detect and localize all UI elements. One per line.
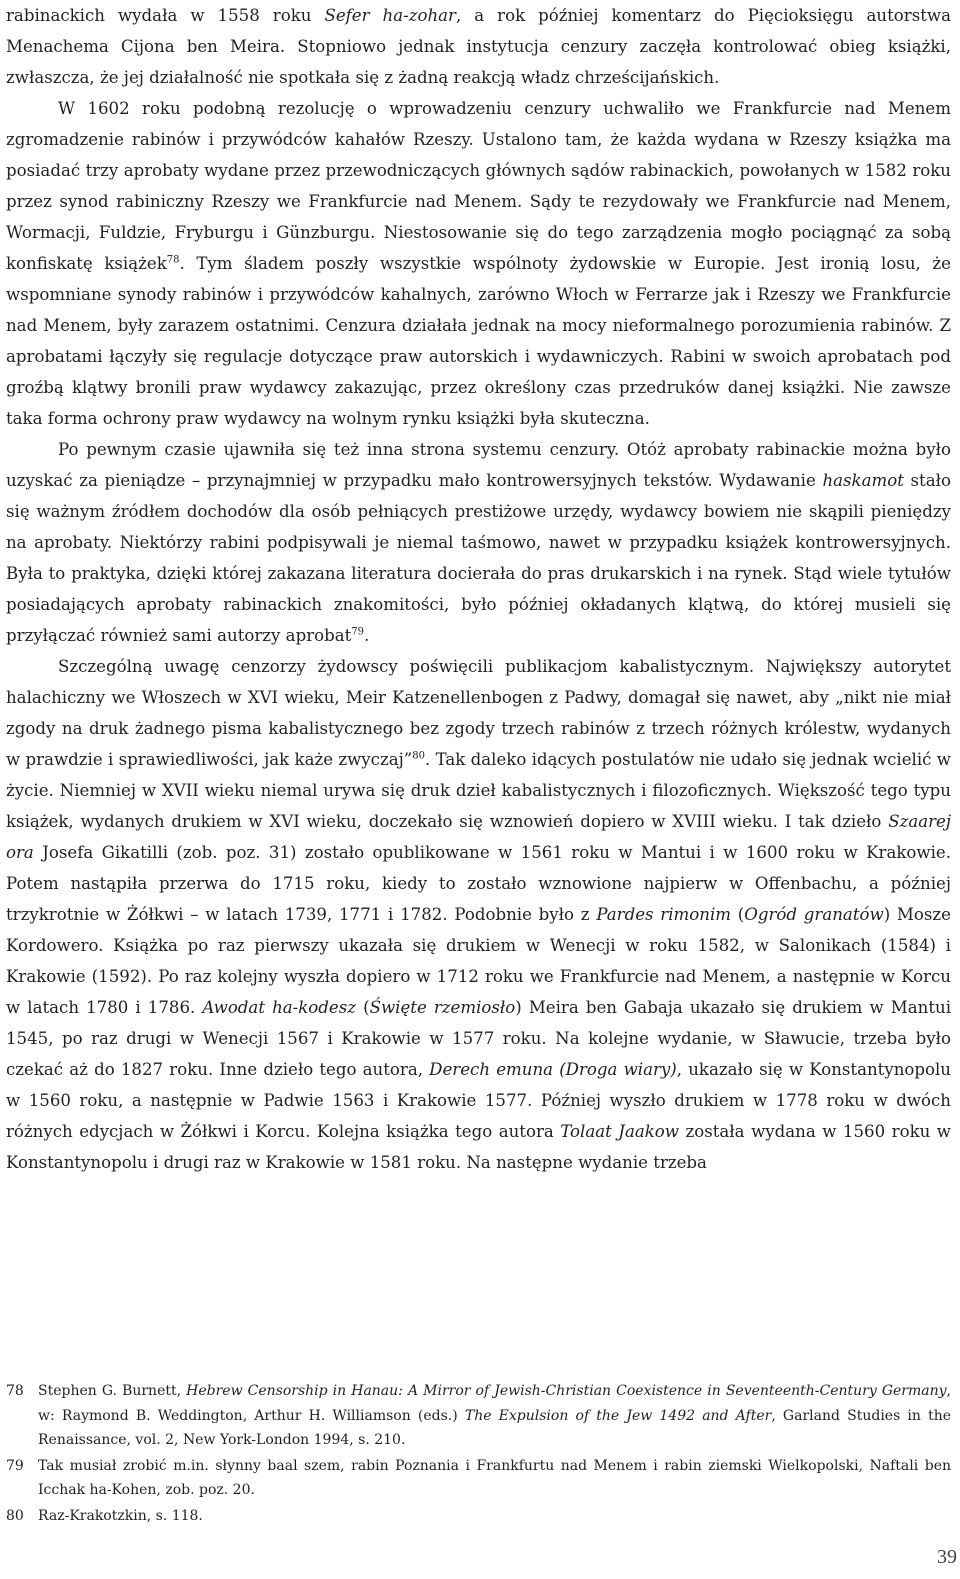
text-run: . bbox=[364, 626, 370, 645]
footnote-text bbox=[38, 1454, 951, 1503]
text-run: Raz-Krakotzkin, s. 118. bbox=[38, 1507, 203, 1524]
text-run: , w: Raymond B. Weddington, Arthur H. Williamson (eds.) bbox=[38, 1383, 951, 1424]
document-page bbox=[6, 0, 952, 1524]
footnotes bbox=[6, 1379, 951, 1529]
italic-text: Awodat ha-kodesz bbox=[202, 998, 357, 1017]
text-run: Tak musiał zrobić m.in. słynny baal szem, rabin Poznania i Frankfurtu nad Menem i rabin ziemski Wielkopolski, Naftali ben Icchak ha-Kohen, zob. poz. 20. bbox=[38, 1457, 951, 1498]
footnote-text bbox=[38, 1379, 951, 1453]
paragraph-4 bbox=[6, 651, 951, 1178]
text-run: Stephen G. Burnett, bbox=[38, 1383, 187, 1399]
text-run: , ukazało się w Konstantynopolu w 1560 roku, a następnie w Padwie 1563 i Krakowie 1577. Później wyszło drukiem w 1778 roku w dwóch różnych edycjach w Żółkwi i Korcu. Kolejna książka tego autora bbox=[6, 1060, 951, 1141]
italic-text: haskamot bbox=[822, 471, 904, 490]
footnote-ref: 79 bbox=[351, 626, 365, 638]
text-run: Po pewnym czasie ujawniła się też inna strona systemu cenzury. Otóż aprobaty rabinackie można było uzyskać za pieniądze – przynajmniej w przypadku mało kontrowersyjnych tekstów. Wydawanie bbox=[6, 440, 951, 490]
text-run: ( bbox=[356, 998, 370, 1017]
footnote-text bbox=[38, 1504, 951, 1529]
italic-text: Ogród granatów bbox=[744, 905, 884, 924]
footnote-number: 80 bbox=[6, 1507, 24, 1524]
footnote bbox=[6, 1454, 951, 1503]
text-run: ( bbox=[731, 905, 745, 924]
text-run: ) Mosze Kordowero. Książka po raz pierwszy ukazała się drukiem w Wenecji w roku 1582, w Salonikach (1584) i Krakowie (1592). Po raz kolejny wyszła dopiero w 1712 roku we Frankfurcie nad Menem, a następnie w Korcu w latach 1780 i 1786. bbox=[6, 905, 951, 1017]
footnote-ref: 80 bbox=[412, 750, 425, 762]
text-run: stało się ważnym źródłem dochodów dla osób pełniących prestiżowe urzędy, wydawcy bowiem nie skąpili pieniędzy na aprobaty. Niektórzy rabini podpisywali je niemal taśmowo, nawet w przypadku książek kontrowersyjnych. Była to praktyka, dzięki której zakazana literatura docierała do pras drukarskich i na rynek. Stąd wiele tytułów posiadających aprobaty rabinackich znakomitości, było później okładanych klątwą, do której musieli się przyłączać również sami autorzy aprobat bbox=[6, 471, 951, 645]
italic-text: The Expulsion of the Jew 1492 and After bbox=[464, 1407, 772, 1424]
text-run: , Garland Studies in the Renaissance, vol. 2, New York-London 1994, s. 210. bbox=[38, 1407, 952, 1448]
text-run: Szczególną uwagę cenzorzy żydowscy poświęcili publikacjom kabalistycznym. Największy autorytet halachiczny we Włoszech w XVI wieku, Meir Katzenellenbogen z Padwy, domagał się nawet, aby „nikt nie miał zgody na druk żadnego pisma kabalistycznego bez zgody trzech rabinów z trzech różnych królestw, wydanych w prawdzie i sprawiedliwości, jak każe zwyczaj” bbox=[6, 657, 951, 769]
text-run: W 1602 roku podobną rezolucję o wprowadzeniu cenzury uchwaliło we Frankfurcie nad Menem zgromadzenie rabinów i przywódców kahałów Rzeszy. Ustalono tam, że każda wydana w Rzeszy książka ma posiadać trzy aprobaty wydane przez przewodniczących głównych sądów rabinackich, powołanych w 1582 roku przez synod rabiniczny Rzeszy we Frankfurcie nad Menem. Sądy te rezydowały we Frankfurcie nad Menem, Wormacji, Fuldzie, Fryburgu i Günzburgu. Niestosowanie się do tego zarządzenia mogło pociągnąć za sobą konfiskatę książek bbox=[6, 99, 951, 273]
text-run: rabinackich wydała w 1558 roku bbox=[6, 6, 325, 25]
footnote bbox=[6, 1504, 951, 1529]
paragraph-2 bbox=[6, 93, 951, 434]
page-number: 39 bbox=[937, 1546, 957, 1568]
italic-text: Derech emuna (Droga wiary) bbox=[429, 1060, 677, 1079]
text-run: została wydana w 1560 roku w Konstantynopolu i drugi raz w Krakowie w 1581 roku. Na następne wydanie trzeba bbox=[6, 1122, 952, 1172]
paragraph-1 bbox=[6, 0, 951, 93]
italic-text: Sefer ha-zohar bbox=[324, 6, 456, 25]
text-run: , a rok później komentarz do Pięcioksięgu autorstwa Menachema Cijona ben Meira. Stopniowo jednak instytucja cenzury zaczęła kontrolować obieg książki, zwłaszcza, że jej działalność nie spotkała się z żadną reakcją władz chrześcijańskich. bbox=[6, 6, 951, 87]
text-run: Josefa Gikatilli (zob. poz. 31) zostało opublikowane w 1561 roku w Mantui i w 1600 roku w Krakowie. Potem nastąpiła przerwa do 1715 roku, kiedy to zostało wznowione najpierw w Offenbachu, a później trzykrotnie w Żółkwi – w latach 1739, 1771 i 1782. Podobnie było z bbox=[6, 843, 951, 924]
italic-text: Tolaat Jaakow bbox=[560, 1122, 679, 1141]
italic-text: Pardes rimonim bbox=[596, 905, 731, 924]
text-run: . Tak daleko idących postulatów nie udało się jednak wcielić w życie. Niemniej w XVII wieku niemal urywa się druk dzieł kabalistycznych i filozoficznych. Większość tego typu książek, wydanych drukiem w XVI wieku, doczekało się wznowień dopiero w XVIII wieku. I tak dzieło bbox=[6, 750, 951, 831]
italic-text: Święte rzemiosło bbox=[369, 998, 516, 1017]
footnote bbox=[6, 1379, 951, 1453]
footnote-number: 78 bbox=[6, 1383, 24, 1399]
footnote-ref: 78 bbox=[166, 254, 180, 266]
italic-text: Szaarej ora bbox=[6, 812, 951, 862]
italic-text: Hebrew Censorship in Hanau: A Mirror of Jewish-Christian Coexistence in Seventeenth-Century Germany bbox=[186, 1383, 947, 1399]
text-run: . Tym śladem poszły wszystkie wspólnoty żydowskie w Europie. Jest ironią losu, że wspomniane synody rabinów i przywódców kahalnych, zarówno Włoch w Ferrarze jak i Rzeszy we Frankfurcie nad Menem, były zarazem ostatnimi. Cenzura działała jednak na mocy nieformalnego porozumienia rabinów. Z aprobatami łączyły się regulacje dotyczące praw autorskich i wydawniczych. Rabini w swoich aprobatach pod groźbą klątwy bronili praw wydawcy zakazując, przez określony czas przedruków danej książki. Nie zawsze taka forma ochrony praw wydawcy na wolnym rynku książki była skuteczna. bbox=[6, 254, 951, 428]
text-run: ) Meira ben Gabaja ukazało się drukiem w Mantui 1545, po raz drugi w Wenecji 1567 i Krakowie w 1577 roku. Na kolejne wydanie, w Sławucie, trzeba było czekać aż do 1827 roku. Inne dzieło tego autora, bbox=[6, 998, 952, 1079]
paragraph-3 bbox=[6, 434, 951, 651]
body-text bbox=[6, 0, 951, 1178]
footnote-number: 79 bbox=[6, 1457, 24, 1474]
